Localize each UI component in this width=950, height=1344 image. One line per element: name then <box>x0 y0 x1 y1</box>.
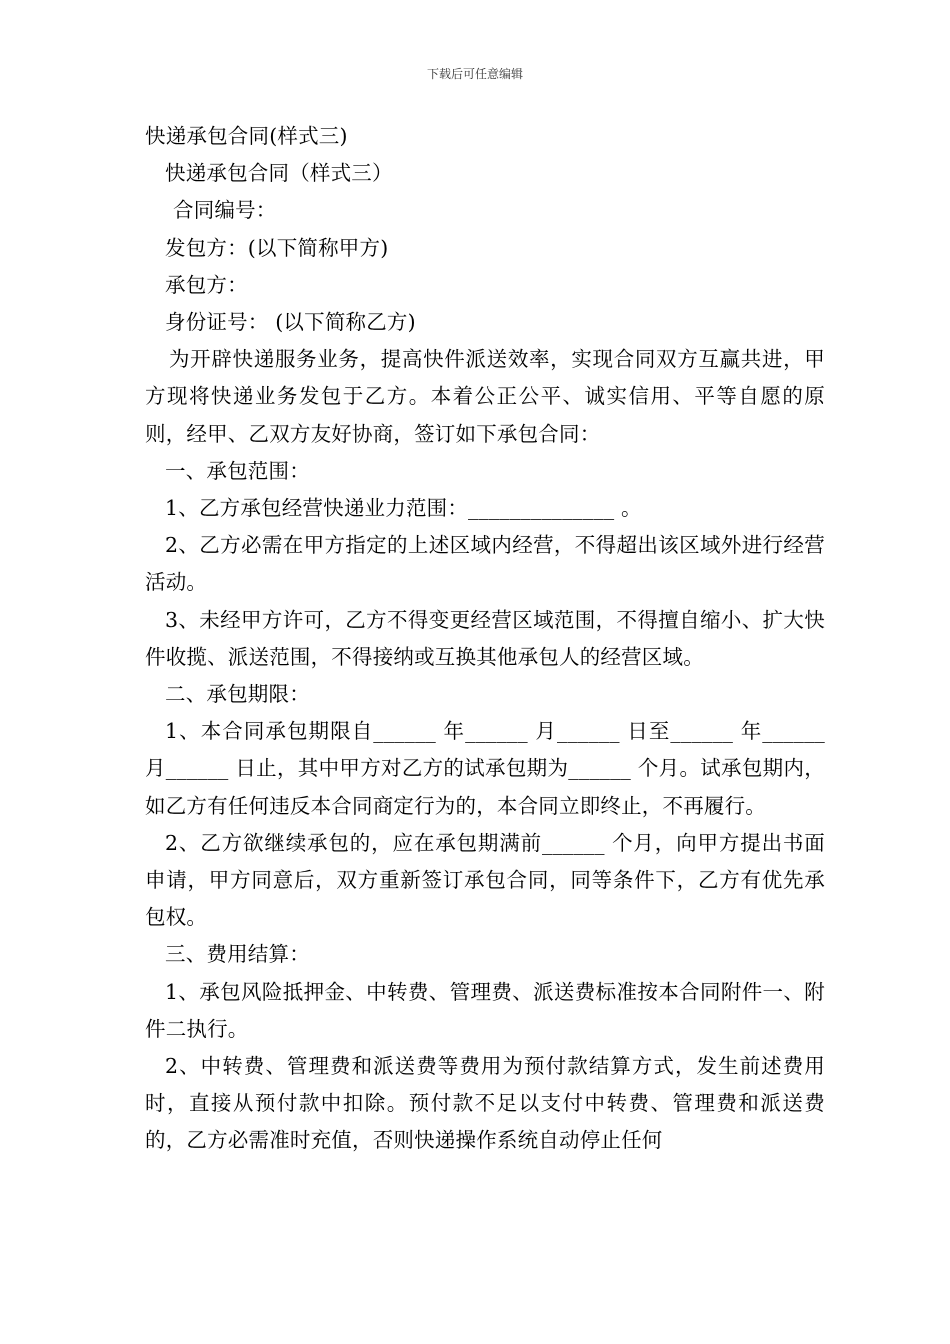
contract-number-field: 合同编号： <box>173 198 277 223</box>
scope-item-1: 1、乙方承包经营快递业力范围：______________ 。 <box>165 496 642 521</box>
term-item-1: 1、本合同承包期限自______ 年______ 月______ 日至______ 年______ 月______ 日止，其中甲方对乙方的试承包期为______ 个月。试承包期内，如乙方有任何违反本合同商定行为的，本合同立即终止，不再履行。 <box>145 719 825 818</box>
file-title: 快递承包合同(样式三) <box>145 124 348 148</box>
section-heading-scope: 一、承包范围： <box>165 458 310 483</box>
scope-item-2: 2、乙方必需在甲方指定的上述区域内经营，不得超出该区域外进行经营活动。 <box>145 533 825 595</box>
document-body <box>145 118 825 1160</box>
section-heading-fees: 三、费用结算： <box>165 942 310 967</box>
header-note: 下载后可任意编辑 <box>426 67 523 81</box>
section-heading-term: 二、承包期限： <box>165 682 310 707</box>
fees-item-2: 2、中转费、管理费和派送费等费用为预付款结算方式，发生前述费用时，直接从预付款中扣除。预付款不足以支付中转费、管理费和派送费的，乙方必需准时充值，否则快递操作系统自动停止任何 <box>145 1054 825 1153</box>
intro-paragraph: 为开辟快递服务业务，提高快件派送效率，实现合同双方互赢共进，甲方现将快递业务发包于乙方。本着公正公平、诚实信用、平等自愿的原则，经甲、乙双方友好协商，签订如下承包合同： <box>145 347 825 446</box>
id-number-field: 身份证号： (以下简称乙方) <box>165 310 416 335</box>
scope-item-3: 3、未经甲方许可，乙方不得变更经营区域范围，不得擅自缩小、扩大快件收揽、派送范围，不得接纳或互换其他承包人的经营区域。 <box>145 607 825 669</box>
term-item-2: 2、乙方欲继续承包的，应在承包期满前______ 个月，向甲方提出书面申请，甲方同意后，双方重新签订承包合同，同等条件下，乙方有优先承包权。 <box>145 830 825 930</box>
party-b-field: 承包方： <box>165 272 248 297</box>
contract-title: 快递承包合同（样式三） <box>165 161 393 186</box>
party-a-field: 发包方：(以下简称甲方) <box>165 235 389 260</box>
fees-item-1: 1、承包风险抵押金、中转费、管理费、派送费标准按本合同附件一、附件二执行。 <box>145 979 825 1041</box>
